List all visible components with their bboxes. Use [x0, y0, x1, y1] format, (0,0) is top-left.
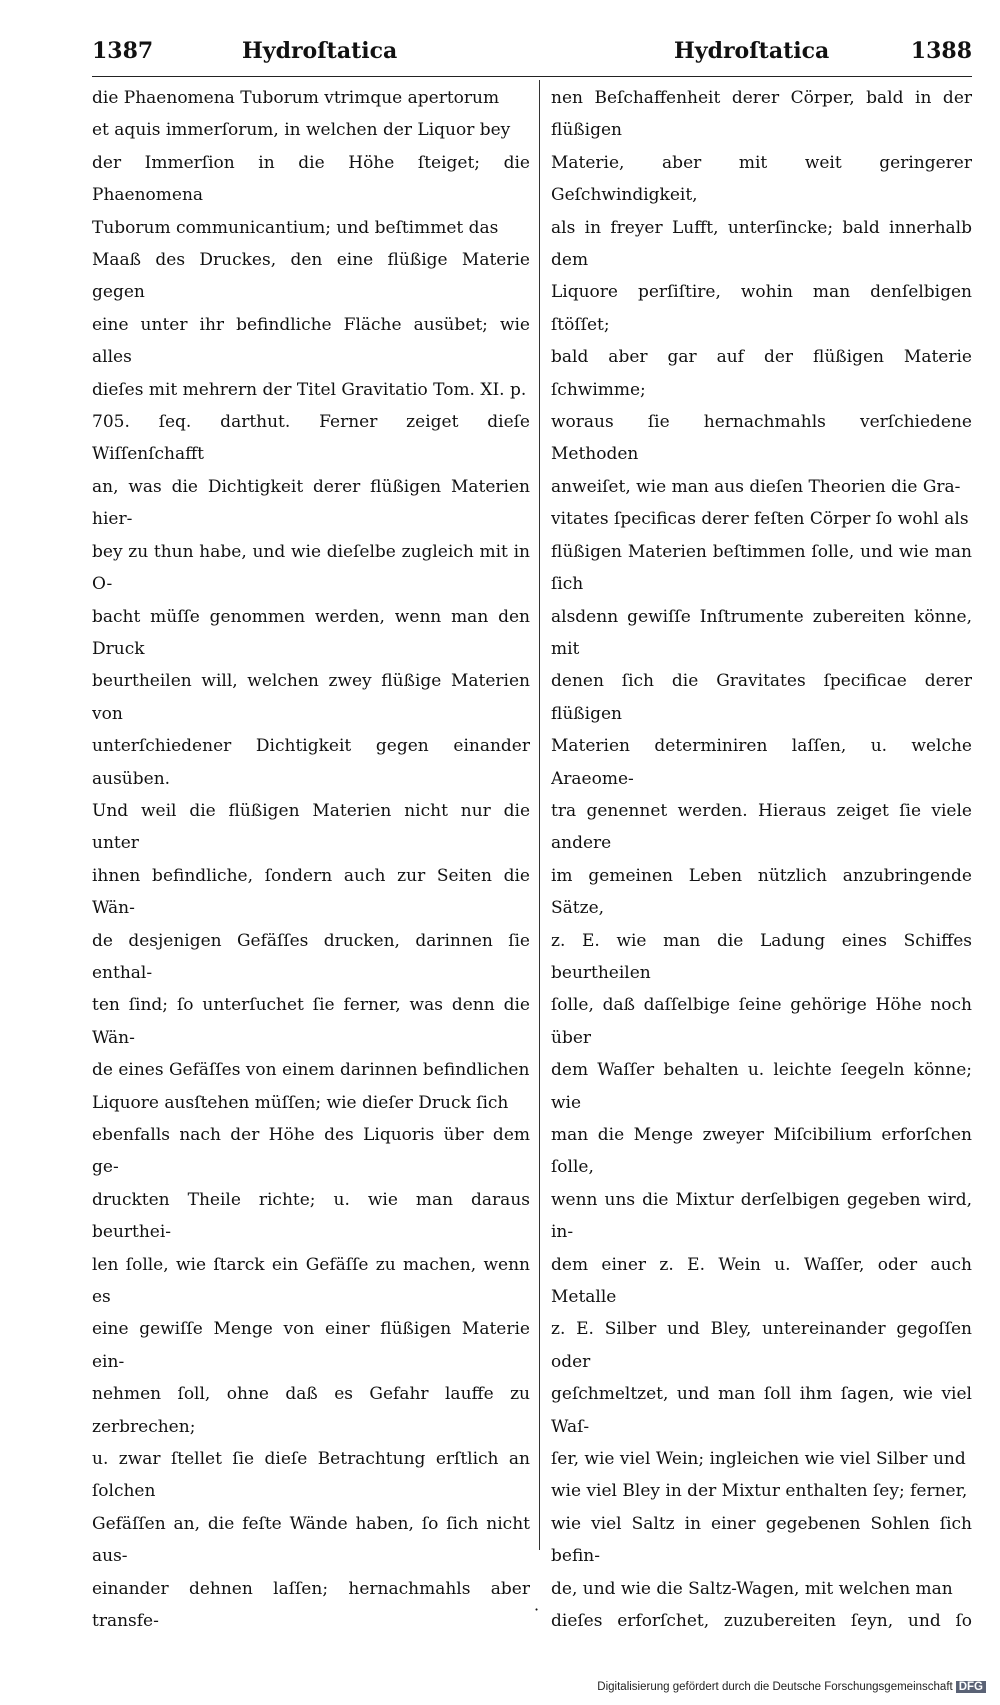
- left-running-title: Hydroſtatica: [242, 38, 398, 64]
- ink-dot: ·: [534, 1600, 540, 1619]
- left-page-number: 1387: [92, 38, 154, 64]
- right-page-number: 1388: [910, 38, 972, 64]
- column-divider: [539, 80, 540, 1550]
- page-header: [92, 38, 972, 70]
- header-rule: [92, 76, 972, 77]
- footer-text: Digitalisierung gefördert durch die Deutsche Forschungsgemeinschaft: [597, 1681, 953, 1693]
- left-column-text: die Phaenomena Tuborum vtrimque apertorum et aquis immerſorum, in welchen der Liquor bey der Immerſion in die Höhe ſteiget; die Phaenomena Tuborum communicantium; und beſtimmet das Maaß des Druckes, den eine flüßige Materie gegen eine unter ihr befindliche Fläche ausübet; wie alles dieſes mit mehrern der Titel Gravitatio Tom. XI. p. 705. ſeq. darthut. Ferner zeiget dieſe Wiſſenſchafft an, was die Dichtigkeit derer flüßigen Materien hier- bey zu thun habe, und wie dieſelbe zugleich mit in O- bacht müſſe genommen werden, wenn man den Druck beurtheilen will, welchen zwey flüßige Materien von unterſchiedener Dichtigkeit gegen einander ausüben. Und weil die flüßigen Materien nicht nur die unter ihnen befindliche, ſondern auch zur Seiten die Wän- de desjenigen Gefäſſes drucken, darinnen ſie enthal- ten ſind; ſo unterſuchet ſie ferner, was denn die Wän- de eines Gefäſſes von einem darinnen befindlichen Liquore ausſtehen müſſen; wie dieſer Druck ſich ebenfalls nach der Höhe des Liquoris über dem ge- druckten Theile richte; u. wie man daraus beurthei- len ſolle, wie ſtarck ein Gefäſſe zu machen, wenn es eine gewiſſe Menge von einer flüßigen Materie ein- nehmen ſoll, ohne daß es Gefahr lauffe zu zerbrechen; u. zwar ſtellet ſie dieſe Betrachtung erſtlich an ſolchen Gefäſſen an, die feſte Wände haben, ſo ſich nicht aus- einander dehnen laſſen; hernachmahls aber transfe-: [92, 88, 530, 1632]
- left-column: [92, 82, 530, 1642]
- right-column: [551, 82, 972, 1642]
- dfg-logo: DFG: [956, 1681, 986, 1693]
- right-column-text: nen Beſchaffenheit derer Cörper, bald in der flüßigen Materie, aber mit weit geringerer Geſchwindigkeit, als in freyer Lufft, unterſincke; bald innerhalb dem Liquore perſiſtire, wohin man denſelbigen ſtöſſet; bald aber gar auf der flüßigen Materie ſchwimme; woraus ſie hernachmahls verſchiedene Methoden anweiſet, wie man aus dieſen Theorien die Gra- vitates ſpecificas derer feſten Cörper ſo wohl als flüßigen Materien beſtimmen ſolle, und wie man ſich alsdenn gewiſſe Inſtrumente zubereiten könne, mit denen ſich die Gravitates ſpecificae derer flüßigen Materien determiniren laſſen, u. welche Araeome- tra genennet werden. Hieraus zeiget ſie viele andere im gemeinen Leben nützlich anzubringende Sätze, z. E. wie man die Ladung eines Schiffes beurtheilen ſolle, daß daſſelbige ſeine gehörige Höhe noch über dem Waſſer behalten u. leichte ſeegeln könne; wie man die Menge zweyer Miſcibilium erforſchen ſolle, wenn uns die Mixtur derſelbigen gegeben wird, in- dem einer z. E. Wein u. Waſſer, oder auch Metalle z. E. Silber und Bley, untereinander gegoſſen oder geſchmeltzet, und man ſoll ihm ſagen, wie viel Waſ- ſer, wie viel Wein; ingleichen wie viel Silber und wie viel Bley in der Mixtur enthalten ſey; ferner, wie viel Saltz in einer gegebenen Sohlen ſich befin- de, und wie die Saltz-Wagen, mit welchen man dieſes erforſchet, zuzubereiten ſeyn, und ſo: [551, 88, 972, 1632]
- right-running-title: Hydroſtatica: [674, 38, 830, 64]
- digitization-footer: [597, 1681, 986, 1693]
